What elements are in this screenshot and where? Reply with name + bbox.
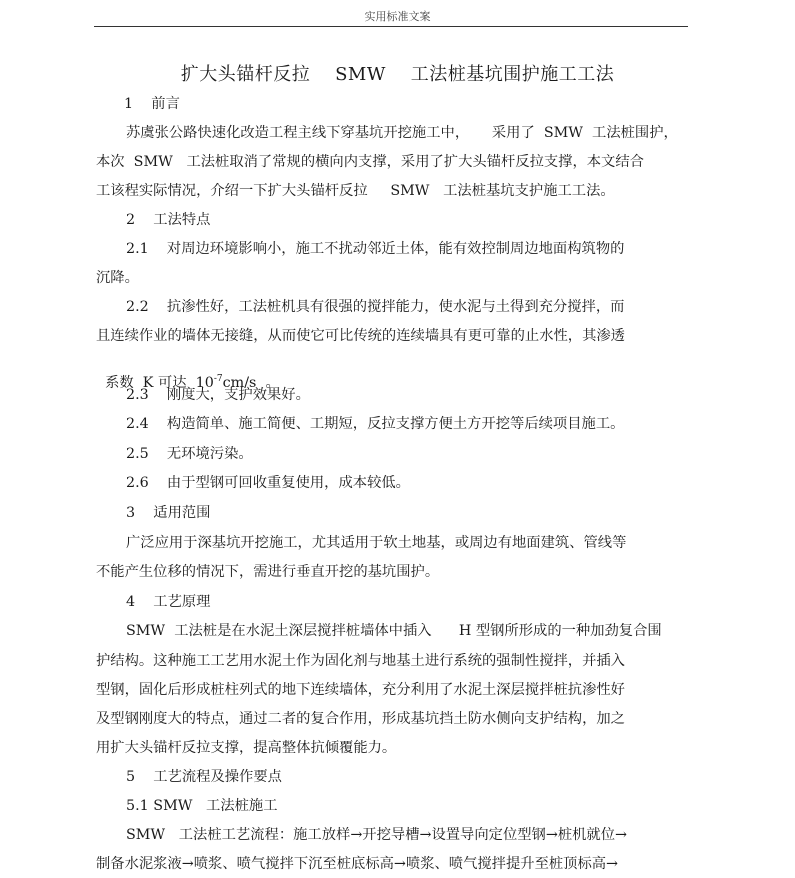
text-line: 2.4 构造简单、施工简便、工期短，反拉支撑方便土方开挖等后续项目施工。 xyxy=(126,416,625,432)
text-line: 5 工艺流程及操作要点 xyxy=(126,769,282,785)
text-line: 及型钢刚度大的特点，通过二者的复合作用，形成基坑挡土防水侧向支护结构，加之 xyxy=(96,711,625,727)
header-rule xyxy=(94,26,688,27)
text-line: 工该程实际情况，介绍一下扩大头锚杆反拉 SMW 工法桩基坑支护施工工法。 xyxy=(96,183,615,199)
text-line: 广泛应用于深基坑开挖施工，尤其适用于软土地基，或周边有地面建筑、管线等 xyxy=(126,535,627,551)
document-title: 扩大头锚杆反拉 SMW 工法桩基坑围护施工工法 xyxy=(180,64,615,85)
text-line: 制备水泥浆液→喷浆、喷气搅拌下沉至桩底标高→喷浆、喷气搅拌提升至桩顶标高→ xyxy=(96,856,619,872)
text-line: 型钢，固化后形成桩柱列式的地下连续墙体，充分利用了水泥土深层搅拌桩抗渗性好 xyxy=(96,682,625,698)
text-line: 2.6 由于型钢可回收重复使用，成本较低。 xyxy=(126,475,410,491)
text-line: 2 工法特点 xyxy=(126,212,211,228)
permeability-suffix: cm/s 。 xyxy=(222,375,280,391)
text-line: 苏虞张公路快速化改造工程主线下穿基坑开挖施工中， 采用了 SMW 工法桩围护， xyxy=(126,125,678,141)
text-line: 用扩大头锚杆反拉支撑，提高整体抗倾覆能力。 xyxy=(96,740,397,756)
text-line: 4 工艺原理 xyxy=(126,594,211,610)
text-line: 2.1 对周边环境影响小，施工不扰动邻近土体，能有效控制周边地面构筑物的 xyxy=(126,241,625,257)
permeability-prefix: 系数 K 可达 10 xyxy=(105,375,214,391)
permeability-exponent: -7 xyxy=(213,374,223,385)
page-header: 实用标准文案 xyxy=(364,10,431,23)
text-line: 不能产生位移的情况下，需进行垂直开挖的基坑围护。 xyxy=(96,564,440,580)
text-line: 2.5 无环境污染。 xyxy=(126,446,253,462)
text-line: 本次 SMW 工法桩取消了常规的横向内支撑，采用了扩大头锚杆反拉支撑，本文结合 xyxy=(96,154,644,170)
text-line: SMW 工法桩是在水泥土深层搅拌桩墙体中插入 H 型钢所形成的一种加劲复合围 xyxy=(126,623,662,639)
text-line: 护结构。这种施工工艺用水泥土作为固化剂与地基土进行系统的强制性搅拌，并插入 xyxy=(96,653,625,669)
text-line: 3 适用范围 xyxy=(126,505,211,521)
text-line: 1 前言 xyxy=(124,96,180,112)
text-line: 2.2 抗渗性好，工法桩机具有很强的搅拌能力，使水泥与土得到充分搅拌，而 xyxy=(126,299,625,315)
text-line: SMW 工法桩工艺流程：施工放样→开挖导槽→设置导向定位型钢→桩机就位→ xyxy=(126,827,627,843)
text-line: 2.3 刚度大，支护效果好。 xyxy=(126,387,310,403)
text-line: 5.1 SMW 工法桩施工 xyxy=(126,798,278,814)
text-line: 沉降。 xyxy=(96,270,139,286)
text-line: 且连续作业的墙体无接缝，从而使它可比传统的连续墙具有更可靠的止水性，其渗透 xyxy=(96,328,625,344)
